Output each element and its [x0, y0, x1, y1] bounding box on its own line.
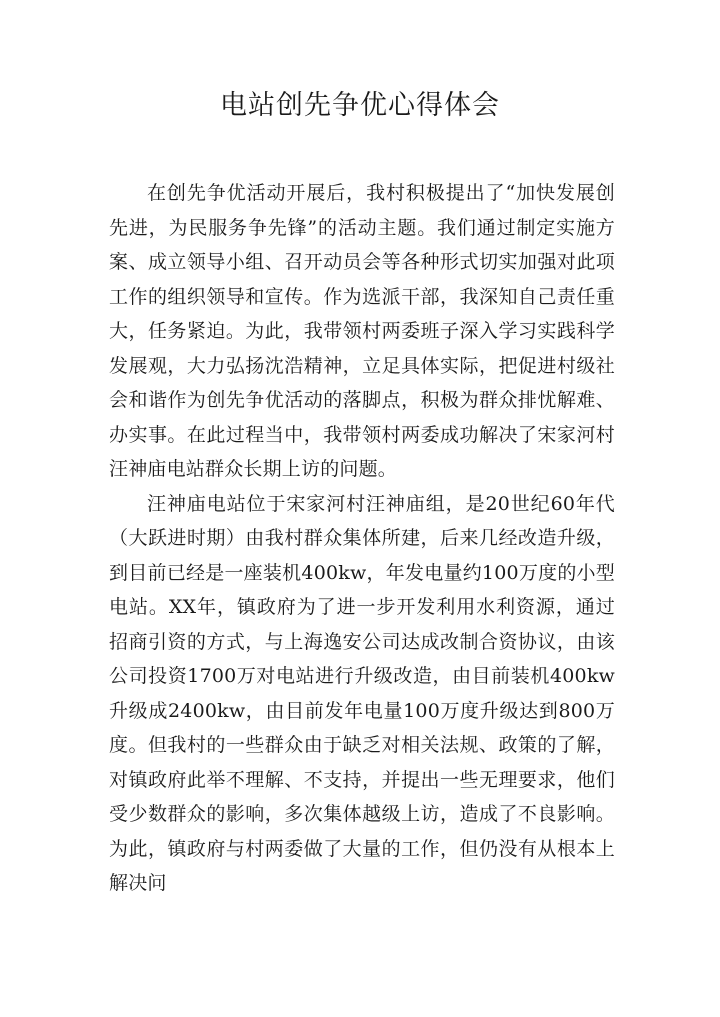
- document-body: [109, 176, 615, 901]
- paragraph-1: 在创先争优活动开展后，我村积极提出了“加快发展创先进，为民服务争先锋”的活动主题。我们通过制定实施方案、成立领导小组、召开动员会等各种形式切实加强对此项工作的组织领导和宣传。作为选派干部，我深知自己责任重大，任务紧迫。为此，我带领村两委班子深入学习实践科学发展观，大力弘扬沈浩精神，立足具体实际，把促进村级社会和谐作为创先争优活动的落脚点，积极为群众排忧解难、办实事。在此过程当中，我带领村两委成功解决了宋家河村汪神庙电站群众长期上访的问题。: [109, 182, 615, 480]
- paragraph-2: 汪神庙电站位于宋家河村汪神庙组，是20世纪60年代（大跃进时期）由我村群众集体所建，后来几经改造升级，到目前已经是一座装机400kw，年发电量约100万度的小型电站。XX年，镇政府为了进一步开发利用水利资源，通过招商引资的方式，与上海逸安公司达成改制合资协议，由该公司投资1700万对电站进行升级改造，由目前装机400kw升级成2400kw，由目前发年电量100万度升级达到800万度。但我村的一些群众由于缺乏对相关法规、政策的了解，对镇政府此举不理解、不支持，并提出一些无理要求，他们受少数群众的影响，多次集体越级上访，造成了不良影响。为此，镇政府与村两委做了大量的工作，但仍没有从根本上解决问: [109, 492, 615, 894]
- document-title: 电站创先争优心得体会: [220, 90, 500, 121]
